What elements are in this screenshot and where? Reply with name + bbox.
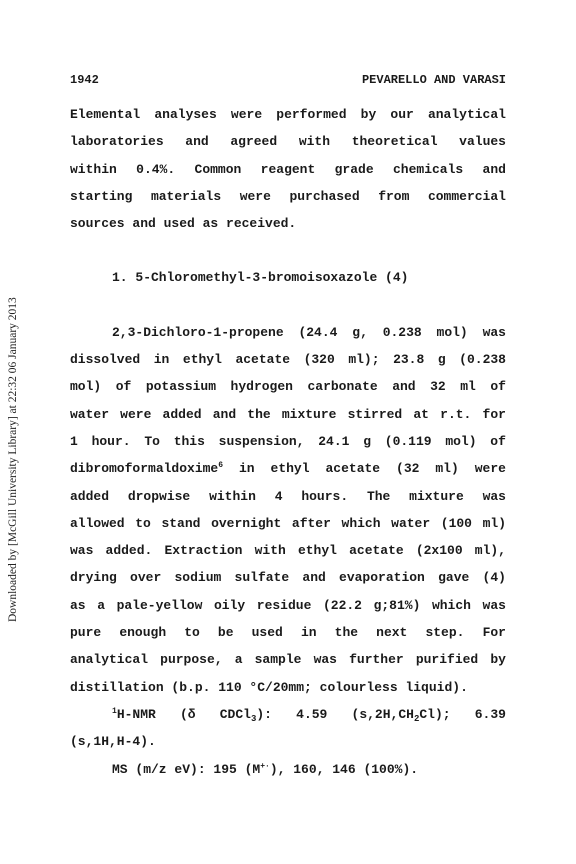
word: To [144, 433, 160, 449]
word: further [349, 652, 404, 668]
word: 2,3-Dichloro-1-propene [112, 324, 284, 340]
word: within [209, 488, 256, 504]
word: step. [425, 625, 465, 641]
word: hour. [91, 433, 131, 449]
word: dropwise [127, 488, 191, 504]
word: stand [161, 515, 201, 531]
word: carbonate [307, 379, 378, 395]
word: g;81%) [373, 597, 421, 613]
word: and [185, 134, 209, 150]
text-line [70, 674, 506, 701]
word: potassium [145, 379, 217, 395]
word: over [130, 570, 162, 586]
word: (2x100 [415, 543, 463, 559]
word: of [490, 433, 506, 449]
word: allowed [70, 515, 125, 531]
word: g [363, 433, 372, 449]
word: 24.1 [318, 433, 350, 449]
text-line [70, 592, 506, 619]
word: was [482, 488, 506, 504]
word: after [291, 515, 331, 531]
text-line [70, 564, 506, 591]
word: used [251, 625, 283, 641]
word: sulfate [234, 570, 290, 586]
word: hydrogen [230, 379, 293, 395]
word: oily [213, 597, 246, 613]
word: next [376, 625, 408, 641]
word: added [70, 488, 110, 504]
word: and [392, 379, 416, 395]
word: purified [415, 652, 479, 668]
word: g, [352, 324, 368, 340]
word: the [247, 406, 271, 422]
word: laboratories [70, 134, 164, 150]
word: 1 [70, 433, 78, 449]
word: from [378, 188, 410, 204]
word: gave [438, 570, 470, 586]
word: grade [334, 161, 374, 177]
word: in [238, 461, 255, 477]
word: 0.238 [382, 324, 422, 340]
word: ml), [474, 543, 506, 559]
word: were [120, 406, 152, 422]
word: sources and used as received. [70, 216, 297, 232]
word: chemicals [392, 161, 464, 177]
word: 4 [274, 488, 283, 504]
word: this [173, 433, 205, 449]
word: our [390, 107, 414, 122]
word: mol) [436, 324, 468, 340]
word: Common [194, 161, 242, 177]
word: with [254, 543, 286, 559]
text-line [70, 619, 506, 646]
page-number: 1942 [70, 73, 99, 87]
word: (24.4 [298, 324, 338, 340]
ms-line: MS (m/z eV): 195 (M+·), 160, 146 (100%). [112, 761, 419, 777]
word: a [234, 652, 243, 668]
word: mol) [70, 379, 102, 395]
word: and [482, 161, 506, 177]
paragraph-reagents [70, 101, 506, 237]
word: residue [256, 597, 312, 613]
download-watermark: Downloaded by [McGill University Library] at 22:32 06 January 2013 [7, 297, 19, 622]
word: pale-yellow [116, 597, 203, 613]
word: which [341, 515, 381, 531]
compound-with-ref: dibromoformaldoxime$^6$ [70, 461, 224, 477]
word: within [70, 161, 117, 177]
word: was [313, 652, 337, 668]
word: acetate [325, 461, 381, 477]
word: of [490, 379, 506, 395]
text-line [70, 646, 506, 673]
word: mol) [445, 433, 477, 449]
word: ethyl [270, 461, 310, 477]
word: as [70, 597, 86, 613]
word: pure [70, 625, 102, 641]
word: stirred [347, 406, 403, 422]
word: purpose, [160, 652, 223, 668]
word: to [135, 515, 151, 531]
word: analytical [427, 107, 506, 122]
word: materials [150, 188, 222, 204]
word: and [212, 406, 237, 422]
word: 32 [430, 379, 446, 395]
running-head: PEVARELLO AND VARASI [361, 73, 506, 87]
word: be [217, 625, 234, 641]
word: water [70, 406, 110, 422]
word: and [302, 570, 326, 586]
word: at [413, 406, 429, 422]
nmr-line: $^1$H-NMR (δ CDCl$_3$): 4.59 $(s,2H,CH_2Cl)$; 6.39 [112, 706, 506, 724]
word: in [153, 352, 170, 368]
word: by [490, 652, 506, 668]
word: mixture [409, 488, 464, 504]
word: ethyl [182, 352, 222, 368]
word: acetate [235, 352, 291, 368]
word: 23.8 [393, 352, 425, 368]
word: g [437, 352, 446, 368]
word: was [70, 543, 94, 559]
article-body [70, 101, 506, 783]
word: (32 [396, 461, 420, 477]
word: were [474, 461, 506, 477]
text-line [70, 401, 506, 428]
word: agreed [230, 134, 278, 150]
word: with [298, 134, 331, 150]
word: theoretical [351, 134, 438, 150]
word: values [459, 134, 506, 150]
paragraph-procedure [70, 319, 506, 701]
word: were [230, 107, 263, 122]
word: distillation (b.p. 110 °C/20mm; colourless liquid). [70, 679, 468, 695]
word: to [184, 625, 200, 641]
word: (22.2 [322, 597, 362, 613]
text-line [70, 319, 506, 346]
word: were [239, 188, 271, 204]
word: acetate [349, 543, 404, 559]
word: reagent [260, 161, 316, 177]
word: ml); [348, 352, 380, 368]
reference-marker: 6 [218, 461, 224, 471]
text-line [70, 483, 506, 510]
word: mixture [281, 406, 337, 422]
text-line [70, 101, 506, 128]
word: by [360, 107, 377, 122]
word: r.t. [440, 406, 472, 422]
word: 0.4%. [136, 161, 176, 177]
word: suspension, [218, 433, 305, 449]
word: overnight [211, 515, 282, 531]
word: sample [254, 652, 302, 668]
word: purchased [289, 188, 360, 204]
word: (100 [440, 515, 472, 531]
word: dissolved [70, 352, 141, 368]
word: performed [276, 107, 347, 122]
text-line [70, 183, 506, 210]
word: was [482, 324, 506, 340]
word: Elemental [70, 107, 141, 122]
word: (320 [303, 352, 335, 368]
nmr-line-continued: (s,1H,H-4). [70, 734, 156, 750]
word: For [482, 625, 506, 641]
section-heading: 1. 5-Chloromethyl-3-bromoisoxazole (4) [112, 270, 409, 286]
word: analytical [70, 652, 149, 668]
text-line [70, 156, 506, 183]
word: ethyl [297, 543, 337, 559]
word: ml) [435, 461, 459, 477]
word: commercial [427, 188, 506, 204]
text-line [70, 537, 506, 564]
text-line [70, 128, 506, 155]
text-line [70, 373, 506, 400]
word: drying [70, 570, 117, 586]
text-line [70, 428, 506, 455]
word: a [97, 597, 105, 613]
word: Extraction [164, 543, 243, 559]
text-line [70, 510, 506, 537]
word: of [115, 379, 132, 395]
text-line [70, 346, 506, 373]
word: added. [105, 543, 153, 559]
word: in [300, 625, 317, 641]
word: (4) [482, 570, 506, 586]
word: added [162, 406, 202, 422]
word: which [431, 597, 471, 613]
word: sodium [174, 570, 222, 586]
word: (0.238 [459, 352, 506, 368]
word: ml) [482, 515, 506, 531]
word: ml [460, 379, 476, 395]
word: was [482, 597, 506, 613]
word: starting [70, 188, 133, 204]
word: for [482, 406, 506, 422]
word: analyses [154, 107, 217, 122]
word: water [391, 515, 431, 531]
text-line [70, 210, 506, 237]
word: The [366, 488, 391, 504]
word: (0.119 [384, 433, 432, 449]
word: the [334, 625, 359, 641]
word: hours. [301, 488, 349, 504]
word: evaporation [339, 570, 425, 586]
word: enough [119, 625, 167, 641]
text-line [70, 455, 506, 482]
